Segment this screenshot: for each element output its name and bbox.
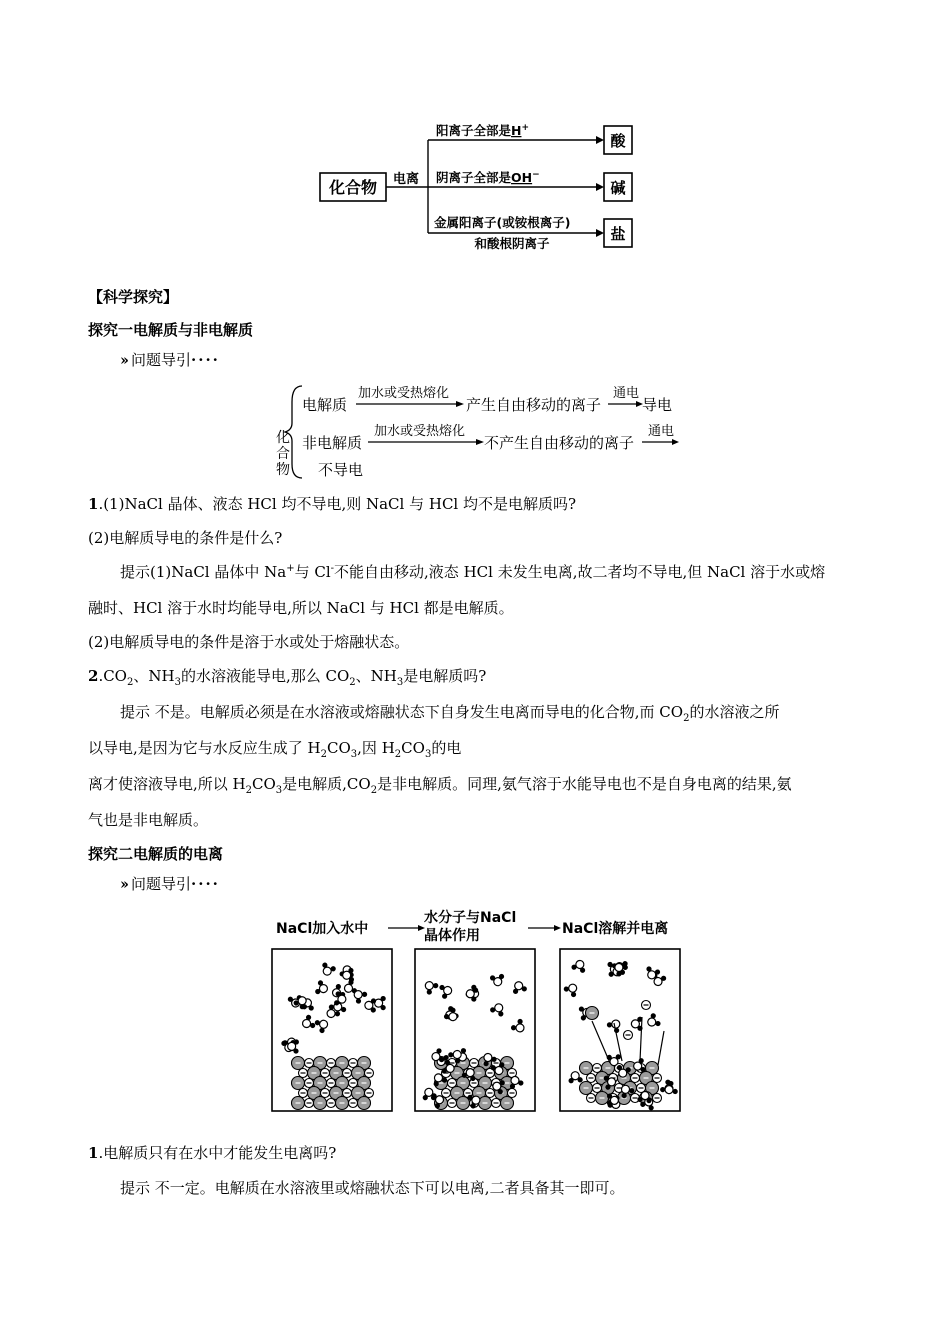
inquiry1-guide — [120, 350, 220, 370]
step-arrow-2-head — [554, 925, 561, 931]
row1-condition: 加水或受热熔化 — [358, 386, 450, 401]
nacl-dissolution-figure — [270, 903, 682, 1115]
side-char-1: 化 — [276, 430, 290, 446]
electrolyte-label: 电解质 — [302, 396, 348, 414]
q3-hint: 提示 不一定。电解质在水溶液里或熔融状态下可以电离,二者具备其一即可。 — [120, 1179, 625, 1197]
row1-arrow-head — [456, 401, 464, 407]
side-char-2: 合 — [276, 446, 290, 462]
compound-label: 化合物 — [328, 178, 378, 197]
electrolyte-diagram — [270, 378, 690, 488]
q2-hint-line3: 离才使溶液导电,所以 $H_2CO_3$是电解质$,CO_2$是非电解质。同理,氨气溶于水能导电也不是自身电离的结果,氨 — [88, 775, 792, 796]
inquiry2-guide — [120, 874, 220, 894]
guide-label: 问题导引 — [131, 351, 192, 369]
q1-hint-line2: 融时、HCl 溶于水时均能导电,所以 NaCl 与 HCl 都是电解质。 — [88, 599, 514, 617]
row2-condition2: 通电 — [648, 424, 675, 439]
salt-label: 盐 — [610, 225, 626, 243]
arrow-salt — [596, 229, 604, 237]
acid-condition: 阳离子全部是H+ — [436, 123, 530, 138]
base-condition: 阴离子全部是OH− — [436, 170, 540, 185]
q1-hint-line1: 提示(1)NaCl 晶体中 Na+与 Cl-不能自由移动,液态 HCl 未发生电离,故二者均不导电,但 NaCl 溶于水或熔 — [120, 563, 826, 581]
step3-label: NaCl溶解并电离 — [562, 921, 669, 937]
row2-arrow-head — [476, 439, 484, 445]
arrow-base — [596, 183, 604, 191]
q2-hint-line2: 以导电,是因为它与水反应生成了 $H_2CO_3$,因 $H_2CO_3$的电 — [88, 739, 462, 760]
guide-label: 问题导引 — [131, 875, 192, 893]
step2-label-1: 水分子与NaCl — [424, 910, 517, 926]
row2-final: 不导电 — [318, 461, 364, 479]
q2-hint-line1: 提示 不是。电解质必须是在水溶液或熔融状态下自身发生电离而导电的化合物,而 $CO_2$的水溶液之所 — [120, 703, 780, 724]
step1-label: NaCl加入水中 — [276, 921, 369, 937]
q2-text: $2.CO_2$、$NH_3$的水溶液能导电,那么 $CO_2$、$NH_3$是电解质吗? — [88, 667, 487, 688]
row1-result: 产生自由移动的离子 — [466, 396, 602, 414]
step2-label-2: 晶体作用 — [424, 928, 480, 944]
double-chevron-icon: ›› — [120, 351, 126, 369]
q1-hint2: (2)电解质导电的条件是溶于水或处于熔融状态。 — [88, 633, 410, 651]
q1-text-a: 1.(1)NaCl 晶体、液态 HCl 均不导电,则 NaCl 与 HCl 均不是电解质吗? — [88, 495, 577, 513]
acid-label: 酸 — [610, 132, 626, 150]
ionization-label: 电离 — [392, 172, 420, 187]
row2-arrow2-head — [672, 439, 679, 445]
dots-icon: ···· — [191, 875, 220, 893]
salt-condition-2: 和酸根阴离子 — [474, 236, 550, 251]
dots-icon: ···· — [191, 351, 220, 369]
section-heading: 【科学探究】 — [88, 288, 179, 306]
salt-condition-1: 金属阳离子(或铵根离子) — [434, 215, 571, 230]
inquiry1-title: 探究一电解质与非电解质 — [88, 321, 254, 339]
classification-diagram — [310, 115, 650, 255]
base-label: 碱 — [610, 179, 626, 197]
q3-text: 1.电解质只有在水中才能发生电离吗? — [88, 1144, 337, 1162]
side-char-3: 物 — [276, 462, 290, 478]
q1-text-b: (2)电解质导电的条件是什么? — [88, 529, 283, 547]
row2-result: 不产生自由移动的离子 — [484, 434, 635, 452]
arrow-acid — [596, 136, 604, 144]
double-chevron-icon: ›› — [120, 875, 126, 893]
row1-condition2: 通电 — [613, 386, 640, 401]
q2-hint-line4: 气也是非电解质。 — [88, 811, 209, 829]
inquiry2-title: 探究二电解质的电离 — [88, 845, 224, 863]
non-electrolyte-label: 非电解质 — [302, 434, 363, 452]
row2-condition: 加水或受热熔化 — [374, 424, 466, 439]
row1-final: 导电 — [642, 396, 673, 414]
